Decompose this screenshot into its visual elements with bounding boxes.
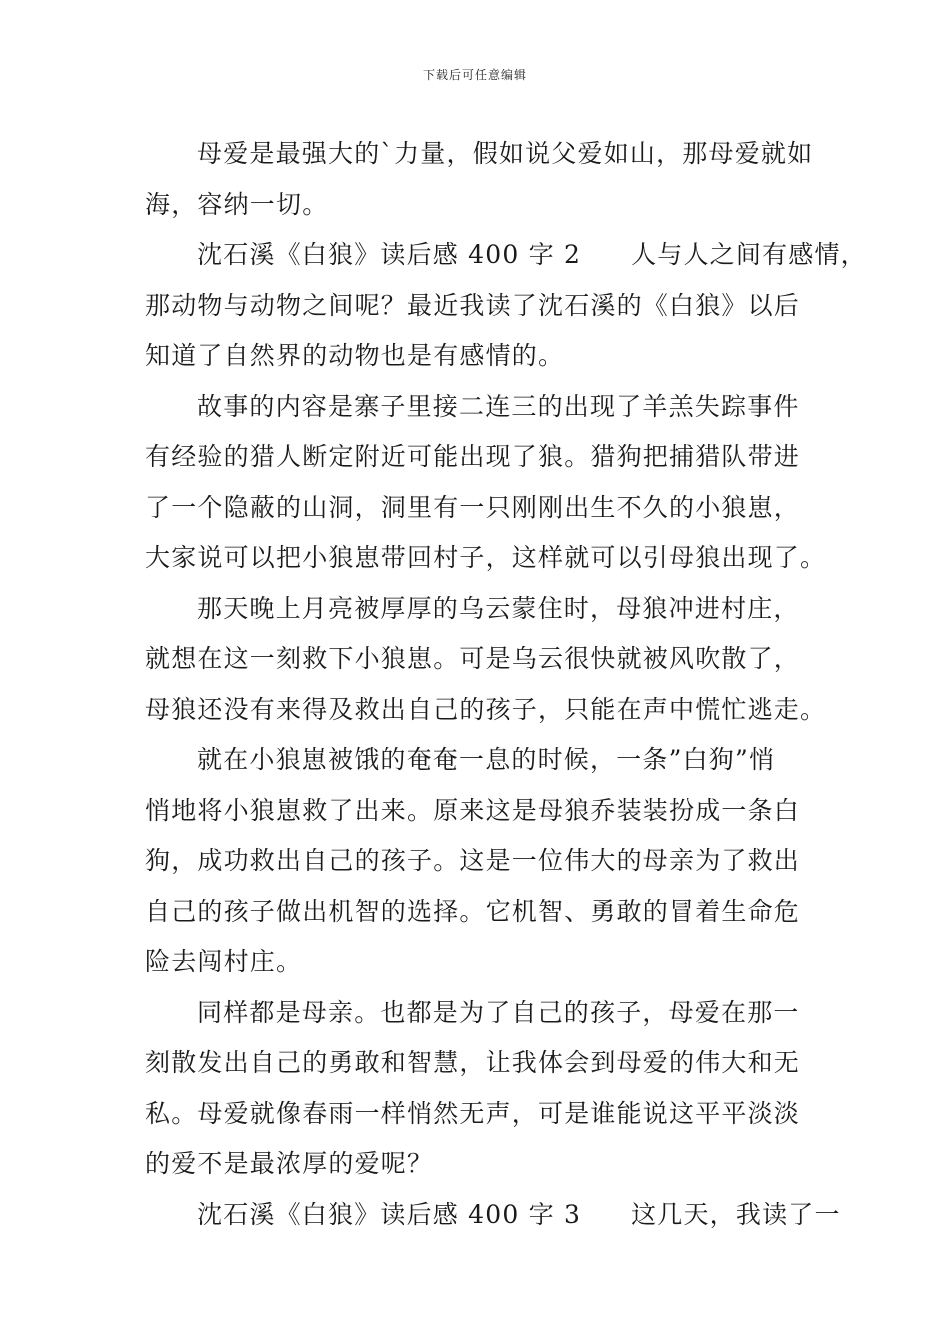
text-line: 险去闯村庄。 bbox=[145, 947, 303, 976]
text-line: 故事的内容是寨子里接二连三的出现了羊羔失踪事件 bbox=[197, 391, 800, 421]
text-line: 海，容纳一切。 bbox=[145, 189, 329, 219]
text-line: 的爱不是最浓厚的爱呢？ bbox=[145, 1149, 434, 1178]
text-line: 就想在这一刻救下小狼崽。可是乌云很快就被风吹散了， bbox=[145, 644, 801, 673]
section-heading-line: 沈石溪《白狼》读后感 400 字 2 人与人之间有感情， bbox=[197, 240, 867, 269]
text-line: 私。母爱就像春雨一样悄然无声，可是谁能说这平平淡淡 bbox=[145, 1098, 801, 1128]
text-line: 知道了自然界的动物也是有感情的。 bbox=[145, 341, 565, 370]
text-line: 刻散发出自己的勇敢和智慧，让我体会到母爱的伟大和无 bbox=[145, 1048, 801, 1077]
section-title: 沈石溪《白狼》读后感 400 字 3 bbox=[197, 1199, 582, 1229]
text-line: 那天晚上月亮被厚厚的乌云蒙住时，母狼冲进村庄， bbox=[197, 593, 800, 623]
page-header: 下载后可任意编辑 bbox=[422, 68, 527, 82]
text-line: 了一个隐蔽的山洞，洞里有一只刚刚出生不久的小狼崽， bbox=[145, 492, 801, 522]
text-line: 有经验的猎人断定附近可能出现了狼。猎狗把捕猎队带进 bbox=[145, 442, 801, 471]
text-line: 就在小狼崽被饿的奄奄一息的时候，一条”白狗”悄 bbox=[197, 745, 776, 774]
body-text bbox=[145, 129, 867, 1240]
text-line: 那动物与动物之间呢？最近我读了沈石溪的《白狼》以后 bbox=[145, 290, 801, 320]
text-line: 母爱是最强大的`力量，假如说父爱如山，那母爱就如 bbox=[197, 139, 814, 168]
text-line: 狗，成功救出自己的孩子。这是一位伟大的母亲为了救出 bbox=[145, 846, 801, 875]
section-title: 沈石溪《白狼》读后感 400 字 2 bbox=[197, 240, 582, 269]
text-line: 大家说可以把小狼崽带回村子，这样就可以引母狼出现了。 bbox=[145, 543, 827, 572]
text-line: 母狼还没有来得及救出自己的孩子，只能在声中慌忙逃走。 bbox=[145, 694, 827, 724]
text-line: 自己的孩子做出机智的选择。它机智、勇敢的冒着生命危 bbox=[145, 896, 801, 926]
section-heading-line: 沈石溪《白狼》读后感 400 字 3 这几天，我读了一 bbox=[197, 1199, 841, 1229]
text-line: 同样都是母亲。也都是为了自己的孩子，母爱在那一 bbox=[197, 997, 800, 1027]
text-line: 悄地将小狼崽救了出来。原来这是母狼乔装装扮成一条白 bbox=[145, 795, 801, 825]
